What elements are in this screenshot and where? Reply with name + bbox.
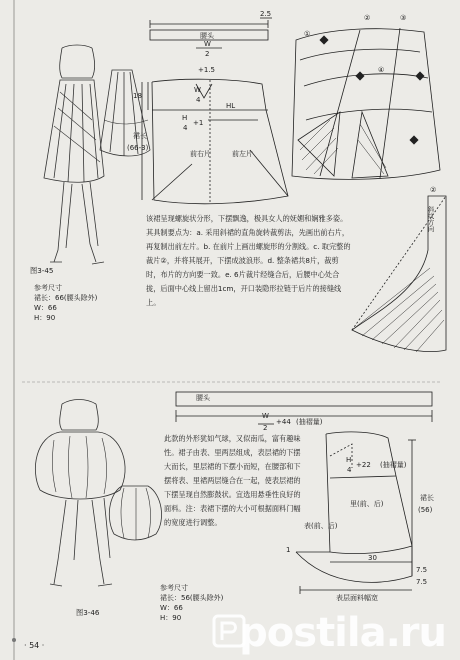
skirt-length-value-46: (56): [418, 506, 433, 514]
fig46-ref-title: 参考尺寸: [160, 584, 188, 592]
fig45-caption: 图3-45: [30, 266, 54, 275]
plus-22-label: +22: [356, 461, 371, 469]
piece-marker-2: ②: [364, 14, 371, 22]
dim-2-5-label: 2.5: [260, 10, 272, 18]
fig46-ref-length: 裙长：56(腰头除外): [160, 594, 224, 602]
fig45-ref-title: 参考尺寸: [34, 284, 62, 292]
w-over-2-label-45: W: [204, 40, 211, 48]
balloon-skirt-pattern: [296, 432, 416, 594]
skirt-length-label-46: 裙长: [420, 494, 434, 502]
dim-7-5-label-a: 7.5: [416, 566, 428, 574]
front-left-piece-label: 前左片: [232, 150, 253, 158]
two-label-45: 2: [205, 50, 210, 58]
plus-44-label: +44: [276, 418, 291, 426]
model-illustration-spiral-skirt: [44, 45, 150, 264]
fig46-ref-w: W：66: [160, 604, 183, 612]
piece-marker-2b: ②: [430, 186, 437, 194]
hl-label: HL: [226, 102, 236, 110]
h-over-4-label-45: H: [182, 114, 188, 122]
plus-1-label: +1: [193, 119, 204, 127]
fig45-ref-w: W：66: [34, 304, 57, 312]
fig46-description: 此款的外形犹如气球，又似南瓜，富有趣味性。裙子由表、里两层组成，表层裙的下摆大而长，里层裙的下摆小而短，在腰部和下摆将表、里裙两层缝合在一起，使表层裙的下摆呈现自然膨鼓状。宜选用悬垂性良好的面料。注：表裙下摆的大小可根据面料门幅的宽度进行调整。: [164, 434, 301, 527]
two-label-46: 2: [263, 424, 268, 432]
fig45-ref-h: H：90: [34, 314, 56, 322]
piece-marker-3: ③: [400, 14, 407, 22]
four-label-45b: 4: [183, 124, 188, 132]
outer-label: 表(前、后): [304, 522, 338, 530]
h-over-4-label-46: H: [346, 456, 352, 464]
waistband-label-46: 腰头: [196, 394, 210, 402]
four-label-45a: 4: [196, 96, 201, 104]
model-illustration-balloon-skirt: [35, 400, 161, 587]
fig46-caption: 图3-46: [76, 608, 100, 617]
page-number: · 54 ·: [24, 641, 45, 650]
fabric-width-label: 表层面料幅宽: [336, 594, 378, 602]
front-skirt-pattern-45: [142, 79, 288, 204]
pleat-amount-label-46: (抽褶量): [296, 418, 323, 426]
piece-marker-4: ④: [378, 66, 385, 74]
lining-label: 里(前、后): [350, 500, 384, 508]
skirt-length-value-45: (66-3): [127, 144, 149, 152]
skirt-length-label-45: 裙长: [133, 132, 147, 140]
dim-1-label: 1: [286, 546, 291, 554]
w-over-4-label-45: W: [194, 86, 201, 94]
fig45-description: 该裙呈现螺旋状分形，下摆飘逸，极具女人的妩媚和娴雅多姿。其具制要点为：a. 采用斜裙的直角旋转裁剪法，先画出前右片，再复制出前左片。b. 在前片上画出螺旋形的分割线。c. 取完整的裁片②，并将其展开，下摆成波浪形。d. 整条裙共8片，裁剪时，布片的方向要一致。e. 6片裁片经缝合后，后腰中心处合拢，后面中心线上留出1cm，开口装隐形拉链于后片的接缝线上。: [146, 214, 351, 307]
piece-marker-1: ①: [304, 30, 311, 38]
pleat-amount-label-46b: (抽褶量): [380, 461, 407, 469]
front-right-piece-label: 前右片: [190, 150, 211, 158]
fig46-ref-h: H：90: [160, 614, 182, 622]
bias-direction-label: 斜纹方向: [426, 206, 435, 232]
four-label-46: 4: [347, 466, 352, 474]
plus-1-5-label: +1.5: [198, 66, 215, 74]
waistband-label-45: 腰头: [200, 32, 214, 40]
spiral-panels-layout: [292, 28, 440, 179]
fig45-ref-length: 裙长：66(腰头除外): [34, 294, 98, 302]
w-over-2-label-46: W: [262, 412, 269, 420]
watermark-text: postila.ru: [239, 610, 446, 656]
dim-18-label: 18: [133, 92, 142, 100]
dim-7-5-label-b: 7.5: [416, 578, 428, 586]
dim-30-label: 30: [368, 554, 377, 562]
